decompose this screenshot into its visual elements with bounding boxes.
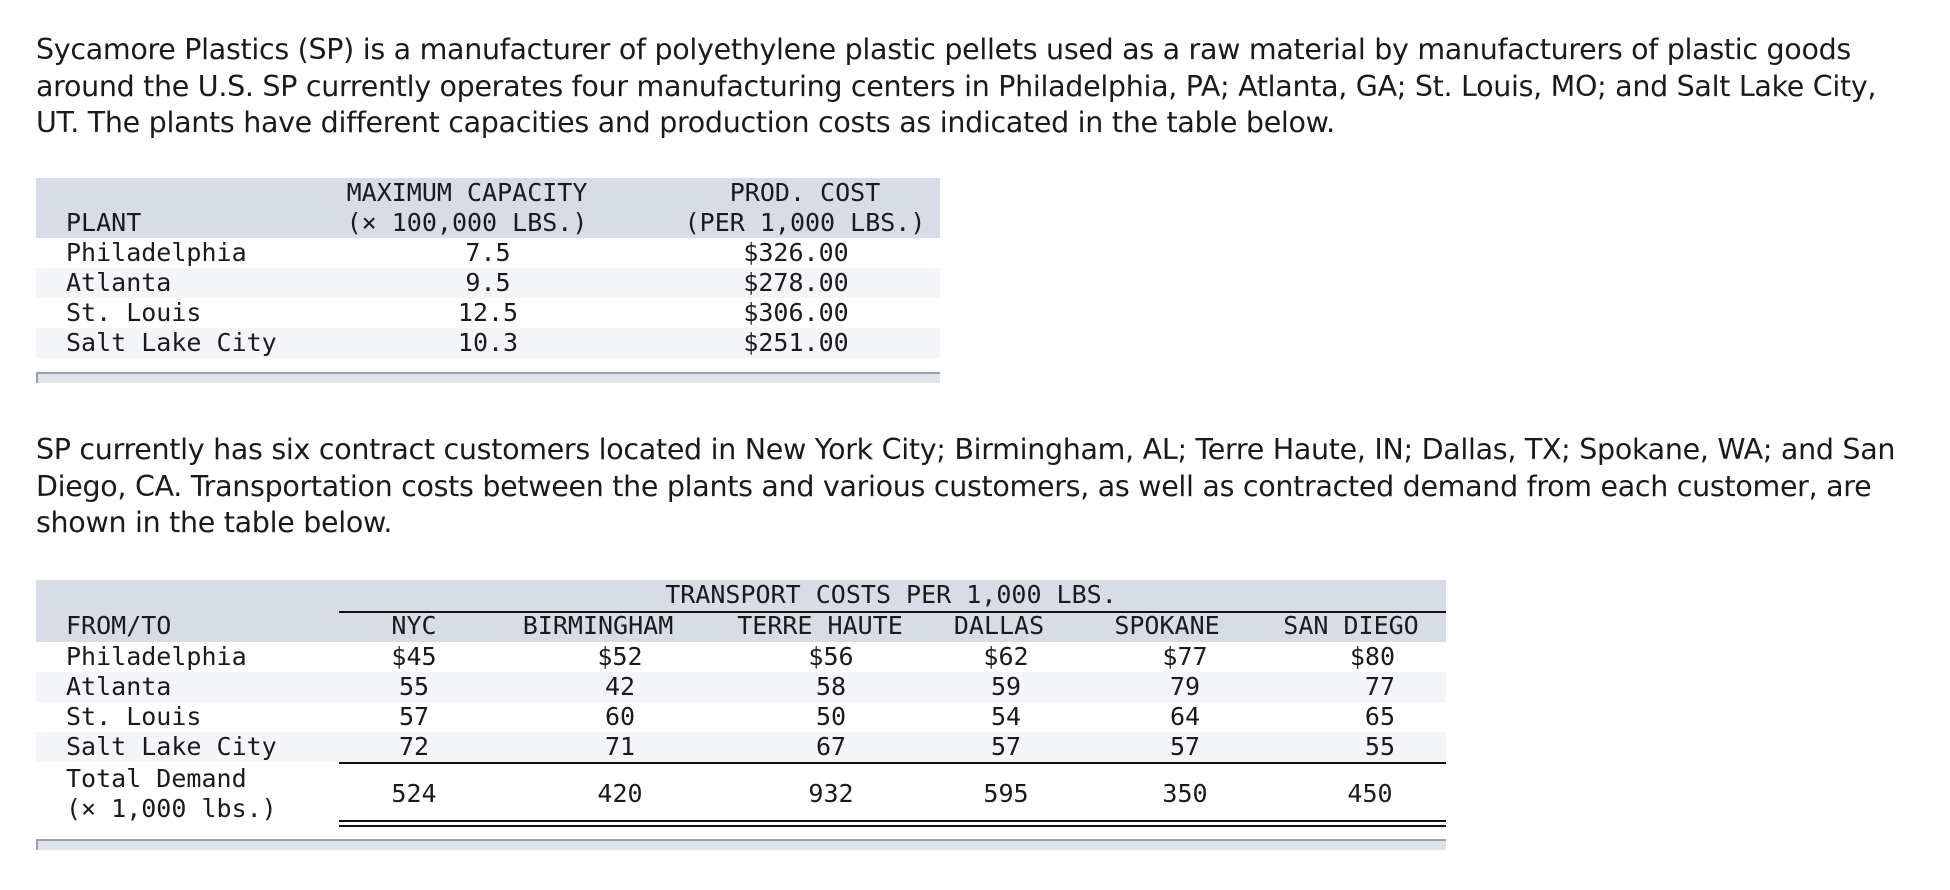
table-row [36,642,1446,672]
from-plant: Atlanta [66,672,172,701]
demand-cell: 420 [597,779,643,808]
cost-cell: 57 [1169,732,1201,761]
intro-paragraph: Sycamore Plastics (SP) is a manufacturer of polyethylene plastic pellets used as a raw material by manufacturers of plastic goods around the U.S. SP currently operates four manufacturing centers in Philadelphia, PA; Atlanta, GA; St. Louis, MO; and Salt Lake City, UT. The plants have different capacities and production costs as indicated in the table below. [36,33,1877,139]
demand-cell: 595 [983,779,1029,808]
plant-table-header [36,178,940,238]
cost-cell: 55 [1364,732,1395,761]
cost-cell: 60 [604,702,636,731]
capacity-header-line2: (× 100,000 LBS.) [346,208,588,237]
table-row [36,298,940,328]
plant-capacity: 10.3 [457,328,519,357]
from-plant: Salt Lake City [66,732,277,761]
table-bottom-bar [36,839,1446,850]
cost-cell: 50 [815,702,847,731]
double-rule-bottom [339,825,1446,827]
plant-name: St. Louis [66,298,202,327]
cost-cell: 54 [990,702,1022,731]
demand-label-line2: (× 1,000 lbs.) [66,794,277,823]
plant-header: PLANT [66,208,142,237]
col-header-terre-haute: TERRE HAUTE [737,611,903,640]
cost-cell: $56 [808,642,854,671]
col-header-dallas: DALLAS [953,611,1045,640]
super-header-rule [339,611,1446,613]
cost-cell: 72 [398,732,430,761]
double-rule-top [339,820,1446,822]
table-row [36,328,940,358]
demand-cell: 350 [1162,779,1208,808]
plant-capacity: 12.5 [457,298,519,327]
plant-cost: $251.00 [743,328,849,357]
cost-cell: $45 [391,642,437,671]
cost-cell: 57 [990,732,1022,761]
table-row [36,702,1446,732]
from-plant: St. Louis [66,702,202,731]
plant-table [36,178,940,388]
cost-cell: $80 [1349,642,1395,671]
from-plant: Philadelphia [66,642,247,671]
col-header-birmingham: BIRMINGHAM [522,611,674,640]
cost-cell: $77 [1162,642,1208,671]
plant-capacity: 7.5 [465,238,511,267]
cost-cell: 55 [398,672,430,701]
capacity-header-line1: MAXIMUM CAPACITY [346,178,588,207]
plant-name: Philadelphia [66,238,247,267]
table-bottom-bar [36,372,940,383]
cost-cell: 71 [604,732,636,761]
cost-cell: 65 [1364,702,1395,731]
table-row [36,238,940,268]
cost-cell: $52 [597,642,643,671]
cost-cell: 59 [990,672,1022,701]
cost-cell: 57 [398,702,430,731]
demand-cell: 932 [808,779,854,808]
transport-table [36,580,1446,855]
demand-cell: 524 [391,779,437,808]
table-row [36,672,1446,702]
col-header-nyc: NYC [391,611,437,640]
demand-row [36,763,1446,825]
cost-cell: 79 [1169,672,1201,701]
col-header-san-diego: SAN DIEGO [1283,611,1419,640]
plant-name: Atlanta [66,268,172,297]
table-row [36,268,940,298]
cost-header-line2: (PER 1,000 LBS.) [684,208,926,237]
from-to-header: FROM/TO [66,611,172,640]
cost-cell: 42 [604,672,636,701]
demand-cell: 450 [1347,779,1393,808]
transport-super-header: TRANSPORT COSTS PER 1,000 LBS. [665,580,1117,609]
plant-name: Salt Lake City [66,328,277,357]
cost-cell: 67 [815,732,847,761]
table-row [36,732,1446,762]
cost-header-line1: PROD. COST [729,178,881,207]
plant-capacity: 9.5 [465,268,511,297]
cost-cell: 64 [1169,702,1201,731]
demand-label-line1: Total Demand [66,764,247,793]
plant-cost: $326.00 [743,238,849,267]
plant-cost: $278.00 [743,268,849,297]
col-header-spokane: SPOKANE [1114,611,1220,640]
customers-paragraph: SP currently has six contract customers located in New York City; Birmingham, AL; Terre Haute, IN; Dallas, TX; Spokane, WA; and San Diego, CA. Transportation costs between the plants and various customers, as well as contracted demand from each customer, are shown in the table below. [36,433,1896,539]
plant-cost: $306.00 [743,298,849,327]
cost-cell: 58 [815,672,847,701]
cost-cell: 77 [1364,672,1395,701]
cost-cell: $62 [983,642,1029,671]
